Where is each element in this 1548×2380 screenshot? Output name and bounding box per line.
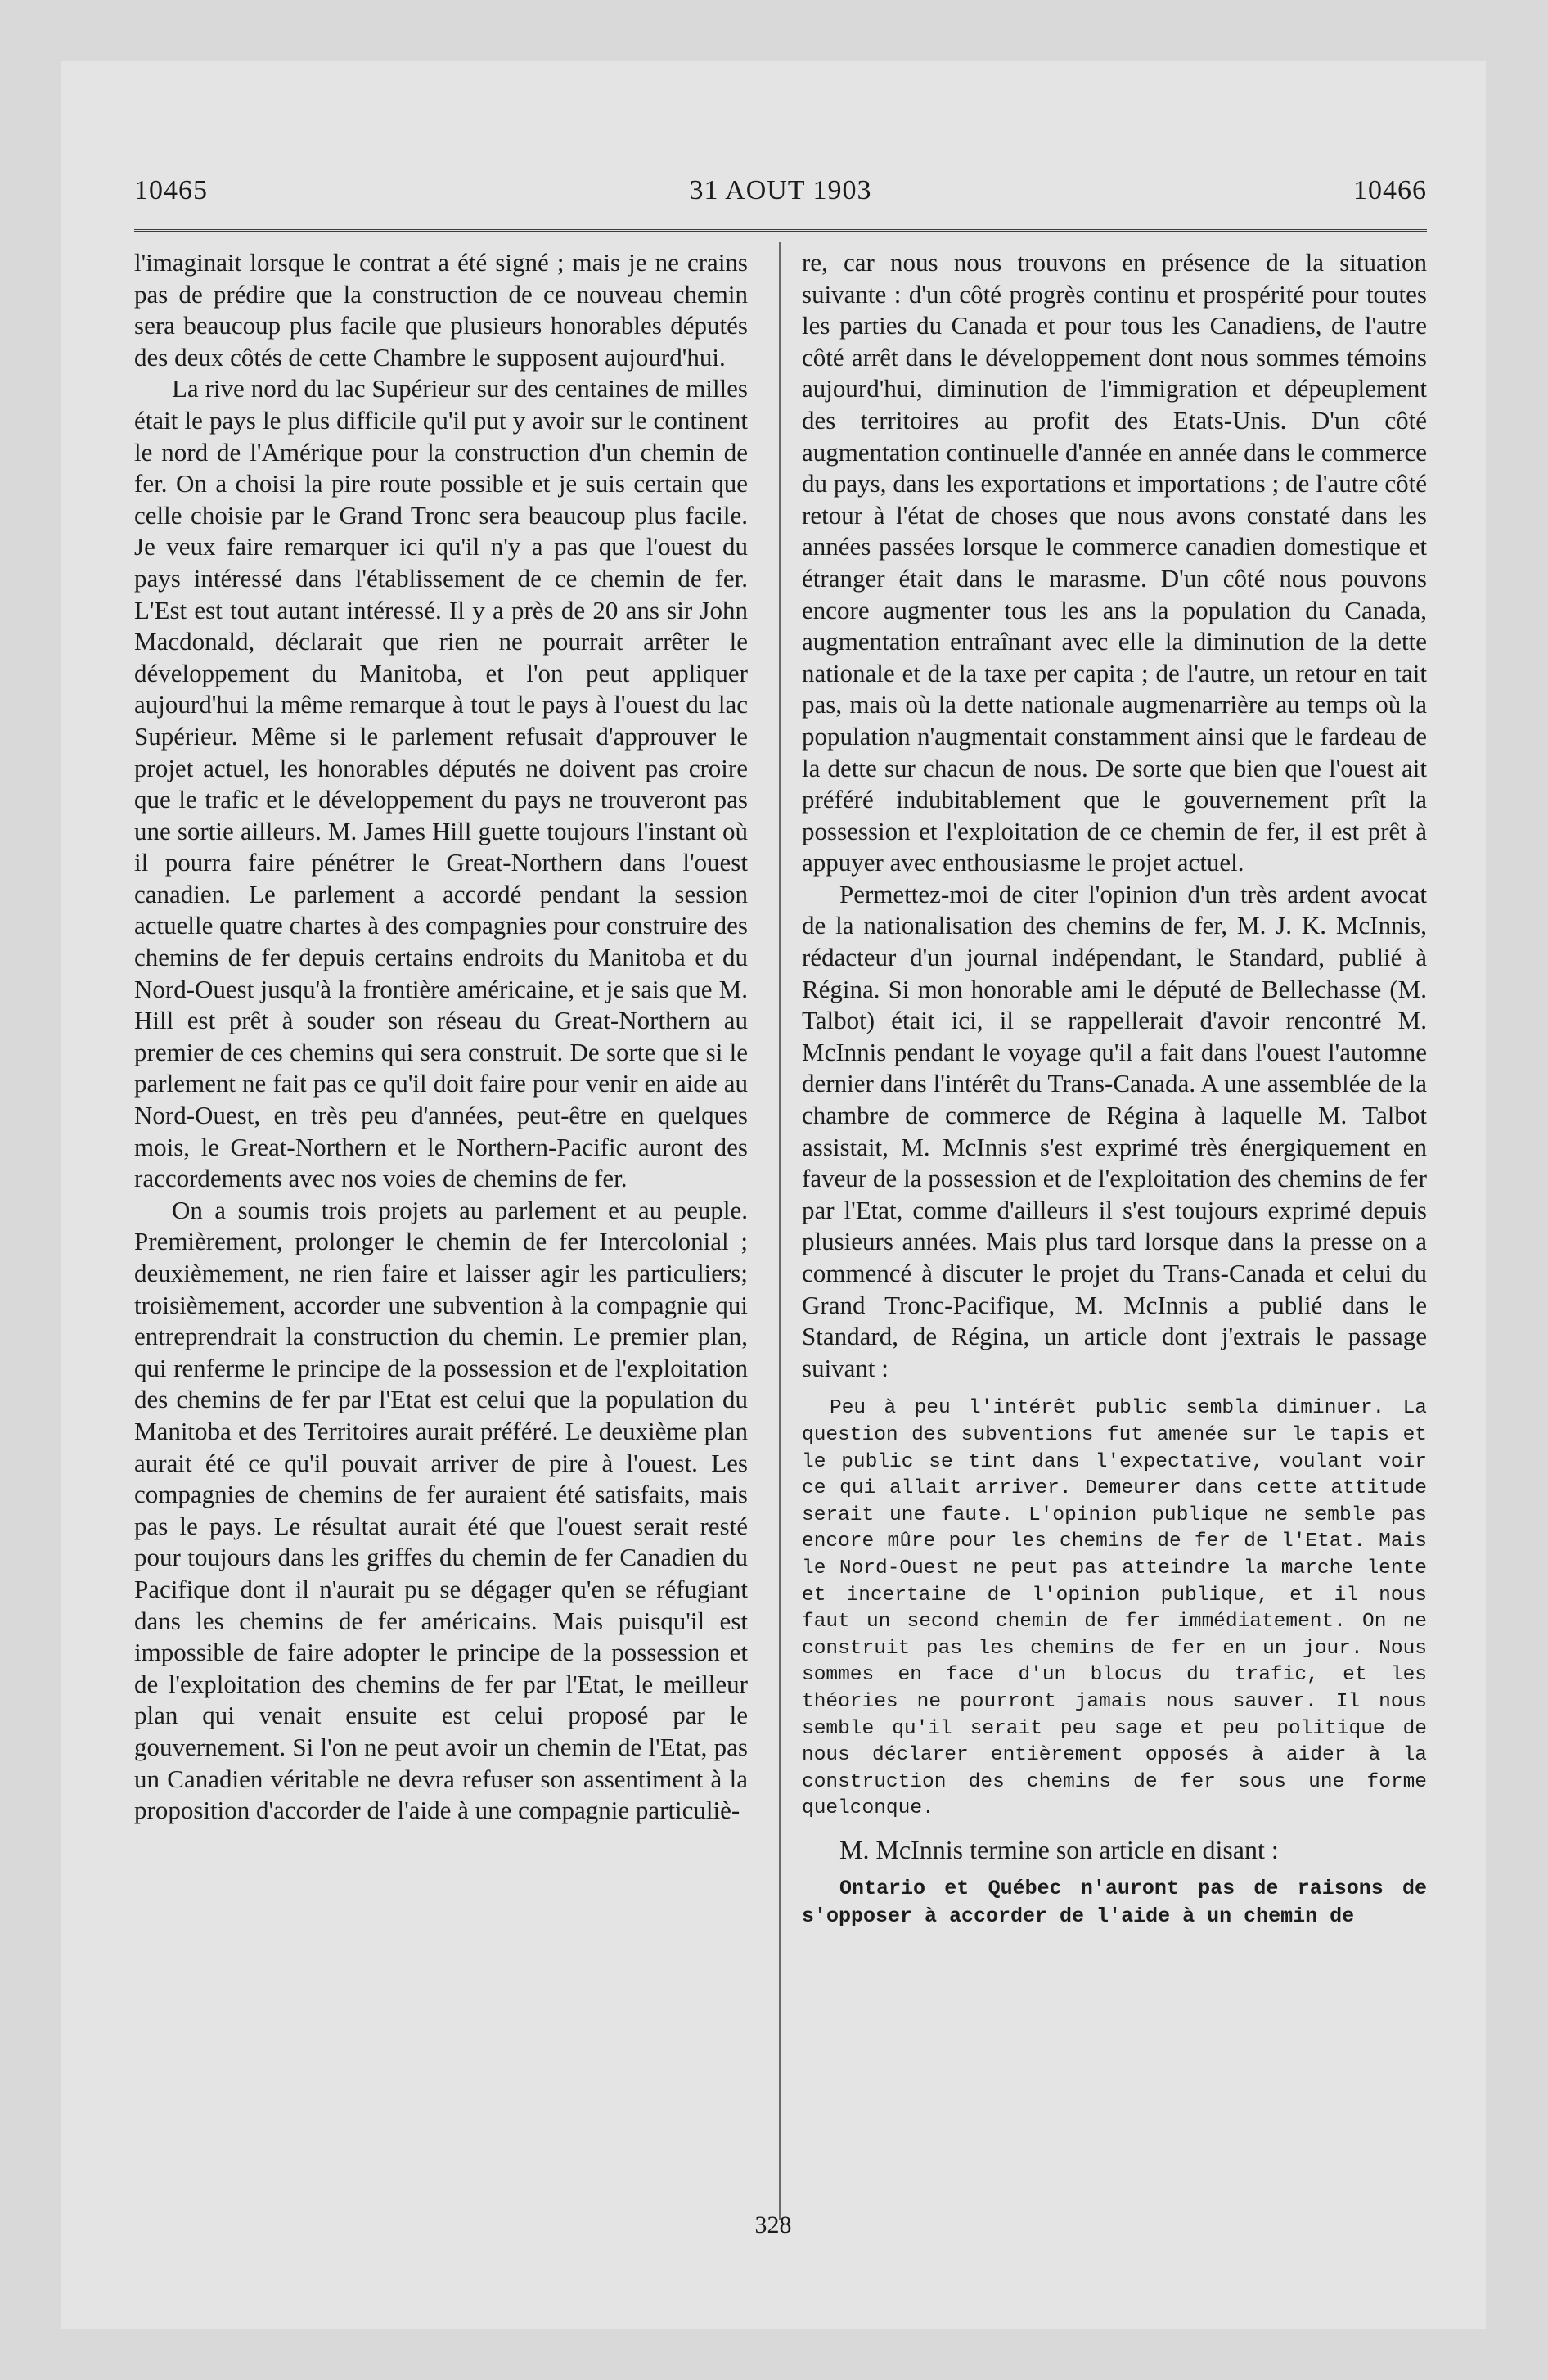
page-header — [134, 175, 1427, 216]
right-paragraph-3: M. McInnis termine son article en disant : — [839, 1834, 1279, 1864]
column-divider — [779, 242, 781, 2220]
page-number-right: 10466 — [1353, 175, 1427, 205]
left-paragraph-2: La rive nord du lac Supérieur sur des centaines de milles était le pays le plus difficile qu'il put y avoir sur le continent le nord de l'Amérique pour la construction d'un chemin de fer. On a choisi la pire route possible et je suis certain que celle choisie par le Grand Tronc sera beaucoup plus facile. Je veux faire remarquer ici qu'il n'y a pas que l'ouest du pays intéressé dans l'établissement de ce chemin de fer. L'Est est tout autant intéressé. Il y a près de 20 ans sir John Macdonald, déclarait que rien ne pourrait arrêter le développement du Manitoba, et l'on peut appliquer aujourd'hui la même remarque à tout le pays à l'ouest du lac Supérieur. Même si le parlement refusait d'approuver le projet actuel, les honorables députés ne doivent pas croire que le trafic et le développement du pays ne trouveront pas une sortie ailleurs. M. James Hill guette toujours l'instant où il pourra faire pénétrer le Great-Northern dans l'ouest canadien. Le parlement a accordé pendant la session actuelle quatre chartes à des compagnies pour construire des chemins de fer depuis certains endroits du Manitoba et du Nord-Ouest jusqu'à la frontière américaine, et je sais que M. Hill est prêt à souder son réseau du Great-Northern au premier de ces chemins qui sera construit. De sorte que si le parlement ne fait pas ce qu'il doit faire pour venir en aide au Nord-Ouest, en très peu d'années, peut-être en quelques mois, le Great-Northern et le Northern-Pacific auront des raccordements avec nos voies de chemins de fer. — [134, 374, 748, 1193]
header-rule — [134, 229, 1427, 235]
quote-text: Peu à peu l'intérêt public sembla diminuer. La question des subventions fut amenée sur le tapis et le public se tint dans l'expectative, voulant voir ce qui allait arriver. Demeurer dans cette attitude serait une faute. L'opinion publique ne semble pas encore mûre pour les chemins de fer de l'Etat. Mais le Nord-Ouest ne peut pas atteindre la marche lente et incertaine de l'opinion publique, et il nous faut un second chemin de fer immédiatement. On ne construit pas les chemins de fer en un jour. Nous sommes en face d'un blocus du trafic, et les théories ne pourront jamais nous sauver. Il nous semble qu'il serait peu sage et peu politique de nous déclarer entièrement opposés à aider à la construction des chemins de fer sous une forme quelconque. — [802, 1397, 1427, 1820]
right-paragraph-2: Permettez-moi de citer l'opinion d'un très ardent avocat de la nationalisation des chemins de fer, M. J. K. McInnis, rédacteur d'un journal indépendant, le Standard, publié à Régina. Si mon honorable ami le député de Bellechasse (M. Talbot) était ici, il se rappellerait d'avoir rencontré M. McInnis pendant le voyage qu'il a fait dans l'ouest l'automne dernier dans l'intérêt du Trans-Canada. A une assemblée de la chambre de commerce de Régina à laquelle M. Talbot assistait, M. McInnis s'est exprimé très énergiquement en faveur de la possession et de l'exploitation des chemins de fer par l'Etat, comme d'ailleurs il s'est toujours exprimé depuis plusieurs années. Mais plus tard lorsque dans la presse on a commencé à discuter le projet du Trans-Canada et celui du Grand Tronc-Pacifique, M. McInnis a publié dans le Standard, de Régina, un article dont j'extrais le passage suivant : — [802, 879, 1427, 1382]
left-paragraph-1: l'imaginait lorsque le contrat a été signé ; mais je ne crains pas de prédire que la construction de ce nouveau chemin sera beaucoup plus facile que plusieurs honorables députés des deux côtés de cette Chambre le supposent aujourd'hui. — [134, 248, 748, 372]
header-date: 31 AOUT 1903 — [689, 175, 872, 205]
left-column — [134, 247, 748, 1827]
quoted-passage — [802, 1395, 1427, 1823]
right-paragraph-4: Ontario et Québec n'auront pas de raisons de s'opposer à accorder de l'aide à un chemin de — [802, 1877, 1427, 1929]
scanned-page — [61, 61, 1486, 2329]
right-paragraph-1: re, car nous nous trouvons en présence de la situation suivante : d'un côté progrès continu et prospérité pour toutes les parties du Canada et pour tous les Canadiens, de l'autre côté arrêt dans le développement dont nous sommes témoins aujourd'hui, diminution de l'immigration et dépeuplement des territoires au profit des Etats-Unis. D'un côté augmentation continuelle d'année en année dans le commerce du pays, dans les exportations et importations ; de l'autre côté retour à l'état de choses que nous avons constaté dans les années passées lorsque le commerce canadien domestique et étranger était dans le marasme. D'un côté nous pouvons encore augmenter tous les ans la population du Canada, augmentation entraînant avec elle la diminution de la dette nationale et de la taxe per capita ; de l'autre, un retour en tait pas, mais où la dette nationale augmenarrière au temps où la population n'augmentait constamment ainsi que le fardeau de la dette sur chacun de nous. De sorte que bien que l'ouest ait préféré indubitablement que le gouvernement prît la possession et l'exploitation de ce chemin de fer, il est prêt à appuyer avec enthousiasme le projet actuel. — [802, 248, 1427, 877]
left-paragraph-3: On a soumis trois projets au parlement et au peuple. Premièrement, prolonger le chemin de fer Intercolonial ; deuxièmement, ne rien faire et laisser agir les particuliers; troisièmement, accorder une subvention à la compagnie qui entreprendrait la construction du chemin. Le premier plan, qui renferme le principe de la possession et de l'exploitation des chemins de fer par l'Etat est celui que la population du Manitoba et des Territoires aurait préféré. Le deuxième plan aurait été ce qu'il pouvait arriver de pire à l'ouest. Les compagnies de chemins de fer auraient été satisfaits, mais pas le pays. Le résultat aurait été que l'ouest serait resté pour toujours dans les griffes du chemin de fer Canadien du Pacifique dont il n'aurait pu se dégager qu'en se réfugiant dans les chemins de fer américains. Mais puisqu'il est impossible de faire adopter le principe de la possession et de l'exploitation des chemins de fer par l'Etat, le meilleur plan qui venait ensuite est celui proposé par le gouvernement. Si l'on ne peut avoir un chemin de l'Etat, pas un Canadien véritable ne devra refuser son assentiment à la proposition d'accorder de l'aide à une compagnie particuliè- — [134, 1195, 748, 1825]
folio-number: 328 — [754, 2211, 792, 2238]
right-column — [802, 247, 1427, 1931]
page-number-left: 10465 — [134, 175, 208, 205]
